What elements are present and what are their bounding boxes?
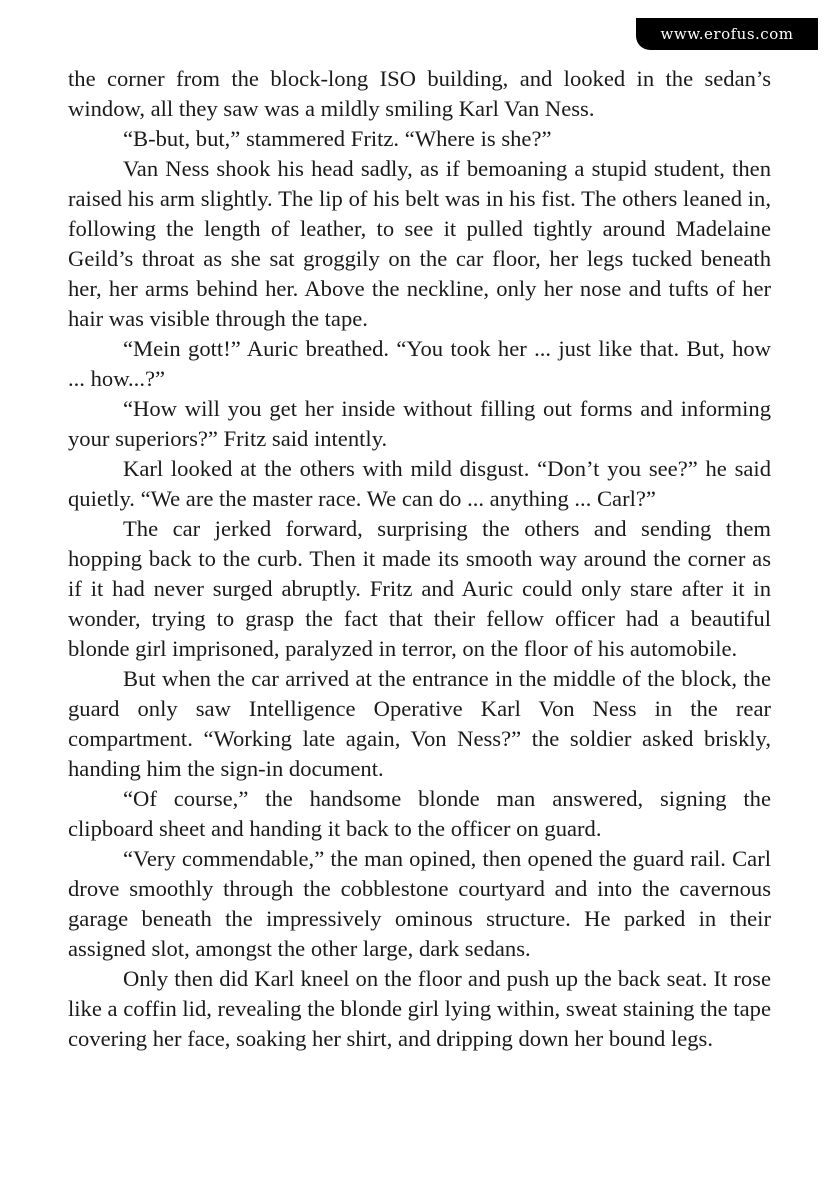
paragraph-1: the corner from the block-long ISO building, and looked in the sedan’s window, all they saw was a mildly smiling Karl Van Ness. bbox=[68, 66, 771, 121]
watermark-text: www.erofus.com bbox=[660, 25, 794, 43]
watermark-badge bbox=[636, 18, 818, 50]
page-body bbox=[68, 64, 771, 1054]
paragraph-3: Van Ness shook his head sadly, as if bemoaning a stupid student, then raised his arm slightly. The lip of his belt was in his fist. The others leaned in, following the length of leather, to see it pulled tightly around Madelaine Geild’s throat as she sat groggily on the car floor, her legs tucked beneath her, her arms behind her. Above the neckline, only her nose and tufts of her hair was visible through the tape. bbox=[68, 156, 771, 331]
paragraph-8: But when the car arrived at the entrance in the middle of the block, the guard only saw Intelligence Operative Karl Von Ness in the rear compartment. “Working late again, Von Ness?” the soldier asked briskly, handing him the sign-in document. bbox=[68, 666, 771, 781]
paragraph-6: Karl looked at the others with mild disgust. “Don’t you see?” he said quietly. “We are the master race. We can do ... anything ... Carl?” bbox=[68, 456, 771, 511]
paragraph-9: “Of course,” the handsome blonde man answered, signing the clipboard sheet and handing it back to the officer on guard. bbox=[68, 786, 771, 841]
paragraph-10: “Very commendable,” the man opined, then opened the guard rail. Carl drove smoothly through the cobblestone courtyard and into the cavernous garage beneath the impressively ominous structure. He parked in their assigned slot, amongst the other large, dark sedans. bbox=[68, 846, 771, 961]
paragraph-4: “Mein gott!” Auric breathed. “You took her ... just like that. But, how ... how...?” bbox=[68, 336, 771, 391]
paragraph-2: “B-but, but,” stammered Fritz. “Where is she?” bbox=[123, 126, 552, 151]
paragraph-11: Only then did Karl kneel on the floor and push up the back seat. It rose like a coffin lid, revealing the blonde girl lying within, sweat staining the tape covering her face, soaking her shirt, and dripping down her bound legs. bbox=[68, 966, 771, 1051]
paragraph-7: The car jerked forward, surprising the others and sending them hopping back to the curb. Then it made its smooth way around the corner as if it had never surged abruptly. Fritz and Auric could only stare after it in wonder, trying to grasp the fact that their fellow officer had a beautiful blonde girl imprisoned, paralyzed in terror, on the floor of his automobile. bbox=[68, 516, 771, 661]
paragraph-5: “How will you get her inside without filling out forms and informing your superiors?” Fritz said intently. bbox=[68, 396, 771, 451]
